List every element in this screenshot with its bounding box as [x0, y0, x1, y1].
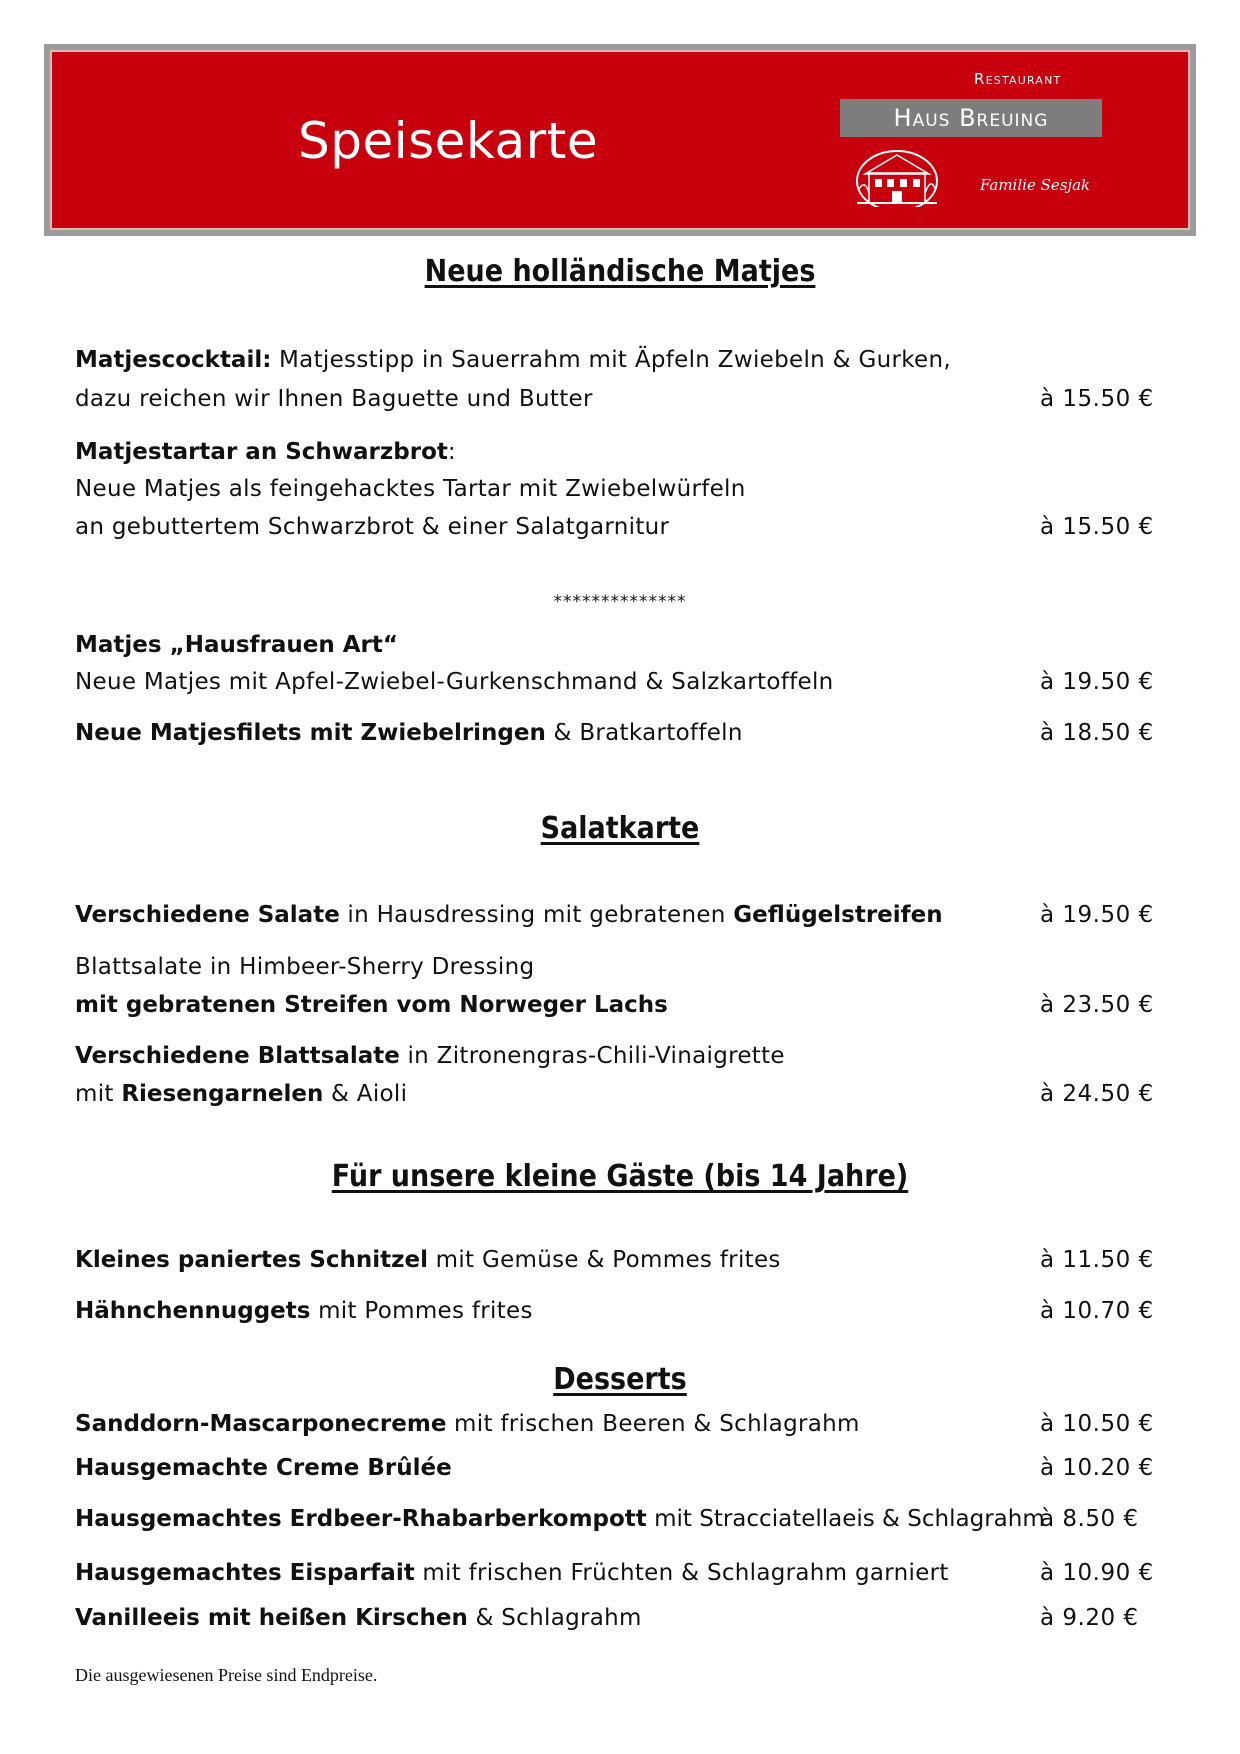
- restaurant-name: Haus Breuing: [840, 99, 1102, 137]
- item-name: Hausgemachte Creme Brûlée: [75, 1455, 452, 1481]
- menu-item-creme-brulee: [75, 1453, 1035, 1483]
- item-description: mit frischen Früchten & Schlagrahm garniert: [414, 1560, 949, 1586]
- item-description: & Schlagrahm: [467, 1605, 642, 1631]
- item-name-line: [75, 990, 1035, 1020]
- item-name: Hausgemachtes Erdbeer-Rhabarberkompott: [75, 1506, 647, 1532]
- item-name: Sanddorn-Mascarponecreme: [75, 1411, 447, 1437]
- menu-item-matjescocktail: [75, 345, 1035, 375]
- item-name: Neue Matjesfilets mit Zwiebelringen: [75, 720, 546, 746]
- separator-stars: **************: [553, 592, 687, 612]
- item-price: à 15.50 €: [1040, 386, 1154, 412]
- item-name-highlight: Geflügelstreifen: [733, 902, 943, 928]
- item-description-line: Neue Matjes mit Apfel-Zwiebel-Gurkenschmand & Salzkartoffeln: [75, 669, 834, 695]
- section-heading-kinder: Für unsere kleine Gäste (bis 14 Jahre): [331, 1159, 909, 1194]
- header-banner: [44, 44, 1196, 236]
- item-price: à 19.50 €: [1040, 902, 1154, 928]
- item-price: à 23.50 €: [1040, 992, 1154, 1018]
- house-engraving-logo-icon: [855, 149, 939, 207]
- menu-item-blattsalate-lachs: Blattsalate in Himbeer-Sherry Dressing: [75, 954, 535, 980]
- item-description: & Aioli: [323, 1081, 408, 1107]
- menu-item-matjesfilets: [75, 718, 1035, 748]
- item-description-line: Neue Matjes als feingehacktes Tartar mit Zwiebelwürfeln: [75, 476, 746, 502]
- section-heading-salat: Salatkarte: [540, 811, 700, 846]
- item-price: à 10.20 €: [1040, 1455, 1154, 1481]
- page-title: Speisekarte: [298, 112, 599, 170]
- item-price: à 9.20 €: [1040, 1605, 1139, 1631]
- item-description: & Bratkartoffeln: [545, 720, 743, 746]
- item-description-line: dazu reichen wir Ihnen Baguette und Butter: [75, 386, 593, 412]
- menu-item-matjestartar: [75, 437, 1035, 467]
- item-price: à 19.50 €: [1040, 669, 1154, 695]
- item-name: Matjestartar an Schwarzbrot: [75, 439, 448, 465]
- item-description: mit Gemüse & Pommes frites: [428, 1247, 781, 1273]
- section-heading-matjes: Neue holländische Matjes: [424, 254, 816, 289]
- item-price: à 18.50 €: [1040, 720, 1154, 746]
- item-name-highlight: Riesengarnelen: [121, 1081, 324, 1107]
- item-price: à 10.90 €: [1040, 1560, 1154, 1586]
- menu-item-eisparfait: [75, 1558, 1035, 1588]
- item-name: Matjescocktail:: [75, 347, 272, 373]
- item-description: in Hausdressing mit gebratenen: [339, 902, 734, 928]
- item-description: mit Pommes frites: [310, 1298, 533, 1324]
- item-description: Matjesstipp in Sauerrahm mit Äpfeln Zwiebeln & Gurken,: [271, 347, 951, 373]
- item-price: à 10.50 €: [1040, 1411, 1154, 1437]
- menu-item-kompott: [75, 1504, 1045, 1534]
- item-description-line: an gebuttertem Schwarzbrot & einer Salatgarnitur: [75, 514, 670, 540]
- section-heading-desserts: Desserts: [553, 1362, 687, 1397]
- item-name: Matjes „Hausfrauen Art“: [75, 632, 399, 658]
- footer-note: Die ausgewiesenen Preise sind Endpreise.: [75, 1665, 378, 1685]
- item-price: à 8.50 €: [1040, 1506, 1139, 1532]
- item-description: in Zitronengras-Chili-Vinaigrette: [399, 1043, 785, 1069]
- menu-item-sanddorn: [75, 1409, 1035, 1439]
- item-description: mit Stracciatellaeis & Schlagrahm: [646, 1506, 1045, 1532]
- item-name: Hausgemachtes Eisparfait: [75, 1560, 415, 1586]
- restaurant-label: Restaurant: [974, 70, 1062, 88]
- item-description: mit: [75, 1081, 122, 1107]
- item-name: mit gebratenen Streifen vom Norweger Lachs: [75, 992, 668, 1018]
- item-name: Kleines paniertes Schnitzel: [75, 1247, 429, 1273]
- menu-item-matjes-hausfrauen: [75, 630, 1035, 660]
- menu-item-salate-gefluegel: [75, 900, 1035, 930]
- family-signature: Familie Sesjak: [980, 176, 1091, 194]
- item-name: Hähnchennuggets: [75, 1298, 311, 1324]
- item-price: à 11.50 €: [1040, 1247, 1154, 1273]
- menu-item-vanilleeis: [75, 1603, 1035, 1633]
- item-description-line: [75, 1079, 1035, 1109]
- item-name: Vanilleeis mit heißen Kirschen: [75, 1605, 468, 1631]
- item-price: à 10.70 €: [1040, 1298, 1154, 1324]
- item-price: à 15.50 €: [1040, 514, 1154, 540]
- item-name-suffix: :: [447, 439, 456, 465]
- menu-item-schnitzel: [75, 1245, 1035, 1275]
- item-name: Verschiedene Blattsalate: [75, 1043, 400, 1069]
- menu-item-blattsalate-garnelen: [75, 1041, 1035, 1071]
- item-price: à 24.50 €: [1040, 1081, 1154, 1107]
- banner-red-panel: [50, 50, 1190, 230]
- menu-item-nuggets: [75, 1296, 1035, 1326]
- item-name: Verschiedene Salate: [75, 902, 340, 928]
- item-description: mit frischen Beeren & Schlagrahm: [446, 1411, 860, 1437]
